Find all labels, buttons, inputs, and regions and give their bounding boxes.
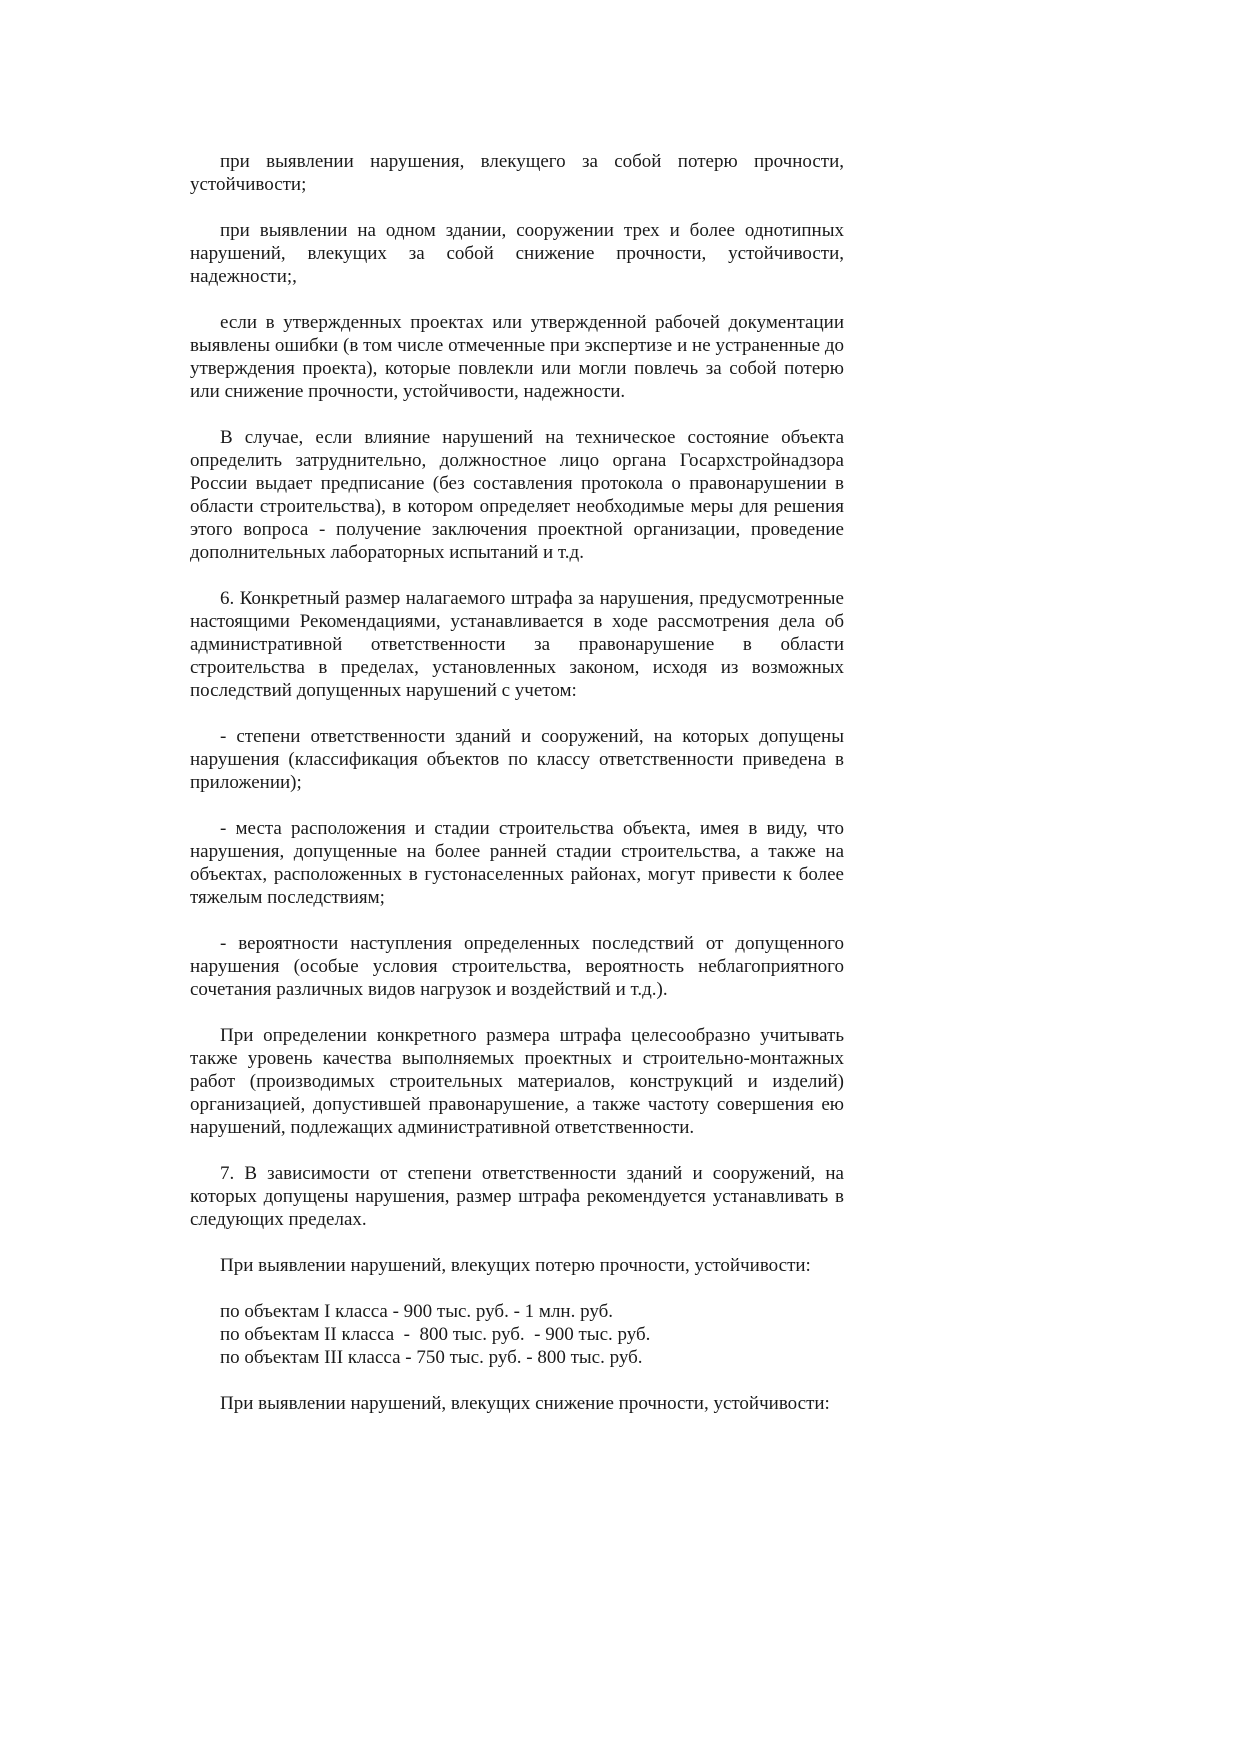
paragraph-probability: - вероятности наступления определенных последствий от допущенного нарушения (особые условия строительства, вероятность неблагоприятного сочетания различных видов нагрузок и воздействий и т.д.).: [190, 933, 844, 1000]
paragraph-strength-loss-fines: При выявлении нарушений, влекущих потерю прочности, устойчивости:: [220, 1255, 811, 1276]
fine-range-class-2: по объектам II класса - 800 тыс. руб. - 900 тыс. руб.: [220, 1324, 651, 1345]
paragraph-item-6: 6. Конкретный размер налагаемого штрафа за нарушения, предусмотренные настоящими Рекомендациями, устанавливается в ходе рассмотрения дела об административной ответственности за правонарушение в области строительства в пределах, установленных законом, исходя из возможных последствий допущенных нарушений с учетом:: [190, 588, 844, 701]
fine-range-class-3: по объектам III класса - 750 тыс. руб. - 800 тыс. руб.: [220, 1347, 643, 1368]
fine-range-class-1: по объектам I класса - 900 тыс. руб. - 1 млн. руб.: [220, 1301, 614, 1322]
paragraph-project-errors: если в утвержденных проектах или утвержденной рабочей документации выявлены ошибки (в том числе отмеченные при экспертизе и не устраненные до утверждения проекта), которые повлекли или могли повлечь за собой потерю или снижение прочности, устойчивости, надежности.: [190, 312, 844, 402]
fine-ranges-list: [190, 1300, 844, 1369]
paragraph-responsibility-degree: - степени ответственности зданий и сооружений, на которых допущены нарушения (классификация объектов по классу ответственности приведена в приложении);: [190, 726, 844, 793]
paragraph-unclear-impact: В случае, если влияние нарушений на техническое состояние объекта определить затруднительно, должностное лицо органа Госархстройнадзора России выдает предписание (без составления протокола о правонарушении в области строительства), в котором определяет необходимые меры для решения этого вопроса - получение заключения проектной организации, проведение дополнительных лабораторных испытаний и т.д.: [190, 427, 844, 563]
paragraph-item-7: 7. В зависимости от степени ответственности зданий и сооружений, на которых допущены нарушения, размер штрафа рекомендуется устанавливать в следующих пределах.: [190, 1163, 844, 1230]
paragraph-quality-level: При определении конкретного размера штрафа целесообразно учитывать также уровень качества выполняемых проектных и строительно-монтажных работ (производимых строительных материалов, конструкций и изделий) организацией, допустившей правонарушение, а также частоту совершения ею нарушений, подлежащих административной ответственности.: [190, 1025, 844, 1138]
paragraph-strength-reduction-fines: При выявлении нарушений, влекущих снижение прочности, устойчивости:: [220, 1393, 830, 1414]
paragraph-strength-loss: при выявлении нарушения, влекущего за собой потерю прочности, устойчивости;: [190, 151, 844, 195]
paragraph-repeated-violations: при выявлении на одном здании, сооружении трех и более однотипных нарушений, влекущих за собой снижение прочности, устойчивости, надежности;,: [190, 220, 844, 287]
paragraph-location-stage: - места расположения и стадии строительства объекта, имея в виду, что нарушения, допущенные на более ранней стадии строительства, а также на объектах, расположенных в густонаселенных районах, могут привести к более тяжелым последствиям;: [190, 818, 844, 908]
document-body: [190, 150, 844, 1438]
